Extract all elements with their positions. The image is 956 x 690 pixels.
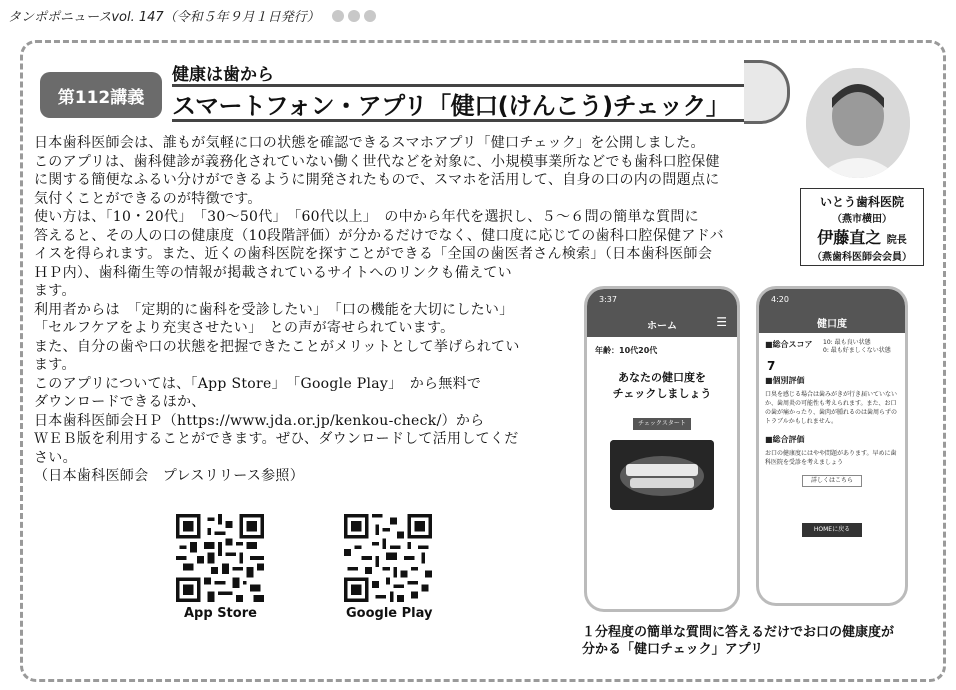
body-line: 「セルフケアをより充実させたい」 との声が寄せられています。 [34,320,455,336]
caption-line1: １分程度の簡単な質問に答えるだけでお口の健康度が [582,625,895,640]
phone1-heading [587,370,737,402]
body-line: ダウンロードできるほか、 [34,394,206,410]
phone2-time: 4:20 [771,295,789,304]
body-line: イスを得られます。また、近くの歯科医院を探すことができる「全国の歯医者さん検索」（日本歯科医師会 [34,246,713,262]
issue-text: タンポポニュースvol. 147（令和５年９月１日発行） [8,10,320,25]
teeth-photo [610,440,714,510]
issue-header [8,6,376,25]
app-store-label: App Store [184,606,257,621]
phone2-screen-title: 健口度 [817,319,847,330]
body-line: また、自分の歯や口の状態を把握できたことがメリットとして挙げられてい [34,338,520,355]
lecture-badge: 第112講義 [40,72,162,118]
body-line: ます。 [34,357,76,373]
body-narrow [34,301,564,486]
phone-result-screen [756,286,908,606]
author-name: 伊藤直之 [817,228,882,247]
body-line: に関する簡便なふるい分けができるように開発されたもので、スマホを活用して、自身の口の内の問題点に [34,172,720,188]
body-line: （日本歯科医師会 プレスリリース参照） [34,468,305,484]
individual-label: ■個別評価 [765,376,805,385]
google-play-label: Google Play [346,606,433,621]
lecture-title: スマートフォン・アプリ「健口(けんこう)チェック」 [172,91,730,120]
phone-home-screen [584,286,740,612]
author-name-line [801,225,923,248]
phone2-header [759,289,905,333]
body-line: ます。 [34,283,76,299]
menu-icon[interactable]: ☰ [716,315,727,329]
phone1-time: 3:37 [599,295,617,304]
home-return-button[interactable]: HOMEに戻る [802,523,862,537]
score-value: 7 [767,359,776,373]
score-legend-2: 0: 最も好ましくない状態 [823,347,891,354]
score-label: ■総合スコア [765,340,813,349]
phone1-screen-title: ホーム [647,321,677,332]
body-line: 日本歯科医師会は、誰もが気軽に口の状態を確認できるスマホアプリ「健口チェック」を公開しました。 [34,135,705,151]
google-play-qr-code[interactable] [344,514,432,602]
phone1-age: 年齢：10代20代 [595,346,658,355]
author-association: （燕歯科医師会会員） [812,252,912,263]
body-line: 使い方は、「10・20代」 「30〜50代」 「60代以上」 の中から年代を選択し、５〜６問の簡単な質問に [34,209,699,225]
body-line: さい。 [34,449,77,466]
body-line: 日本歯科医師会ＨＰ（https://www.jda.or.jp/kenkou-check/）から [34,412,485,429]
score-legend [823,339,891,355]
clinic-name: いとう歯科医院 [819,195,904,209]
caption-line2: 分かる「健口チェック」アプリ [582,642,764,657]
header-dots [332,10,376,22]
body-line: このアプリは、歯科健診が義務化されていない働く世代などを対象に、小規模事業所などでも歯科口腔保健 [34,153,720,170]
phone1-heading-line2: チェックしましょう [612,387,712,400]
body-line: このアプリについては、「App Store」 「Google Play」 から無料で [34,375,482,392]
author-box [800,188,924,266]
individual-text: 口臭を感じる場合は歯みがきが行き届いていないか、歯周炎の可能性も考えられます。また、お口の歯が痛かったり、歯肉が腫れるのは歯周らずのトラブルかもしれません。 [765,391,898,425]
app-store-qr-code[interactable] [176,514,264,602]
body-line: ＨＰ内）、歯科衛生等の情報が掲載されているサイトへのリンクも備えてい [34,264,512,281]
overall-label: ■総合評価 [765,435,805,444]
clinic-location: （燕市横田） [832,214,892,225]
body-line: ＷＥＢ版を利用することができます。ぜひ、ダウンロードして活用してくだ [34,431,519,447]
check-start-button[interactable]: チェックスタート [633,418,691,430]
photo-caption [582,624,942,658]
body-line: 利用者からは 「定期的に歯科を受診したい」 「口の機能を大切にしたい」 [34,301,514,318]
overall-text: お口の健康度にはやや問題があります。早めに歯科医院を受診を考えましょう [765,450,897,466]
body-line: 答えると、その人の口の健康度（10段階評価）が分かるだけでなく、健口度に応じての歯科口腔保健アドバ [34,227,724,244]
author-role: 院長 [886,235,907,246]
detail-button[interactable]: 詳しくはこちら [802,475,862,487]
author-portrait [806,68,910,178]
phone1-header [587,289,737,337]
body-line: 気付くことができるのが特徴です。 [34,190,262,207]
title-bar [172,84,768,122]
lecture-subtitle: 健康は歯から [172,65,274,85]
score-legend-1: 10: 最も良い状態 [823,339,871,346]
phone1-heading-line1: あなたの健口度を [618,371,706,384]
score-section [759,333,905,359]
